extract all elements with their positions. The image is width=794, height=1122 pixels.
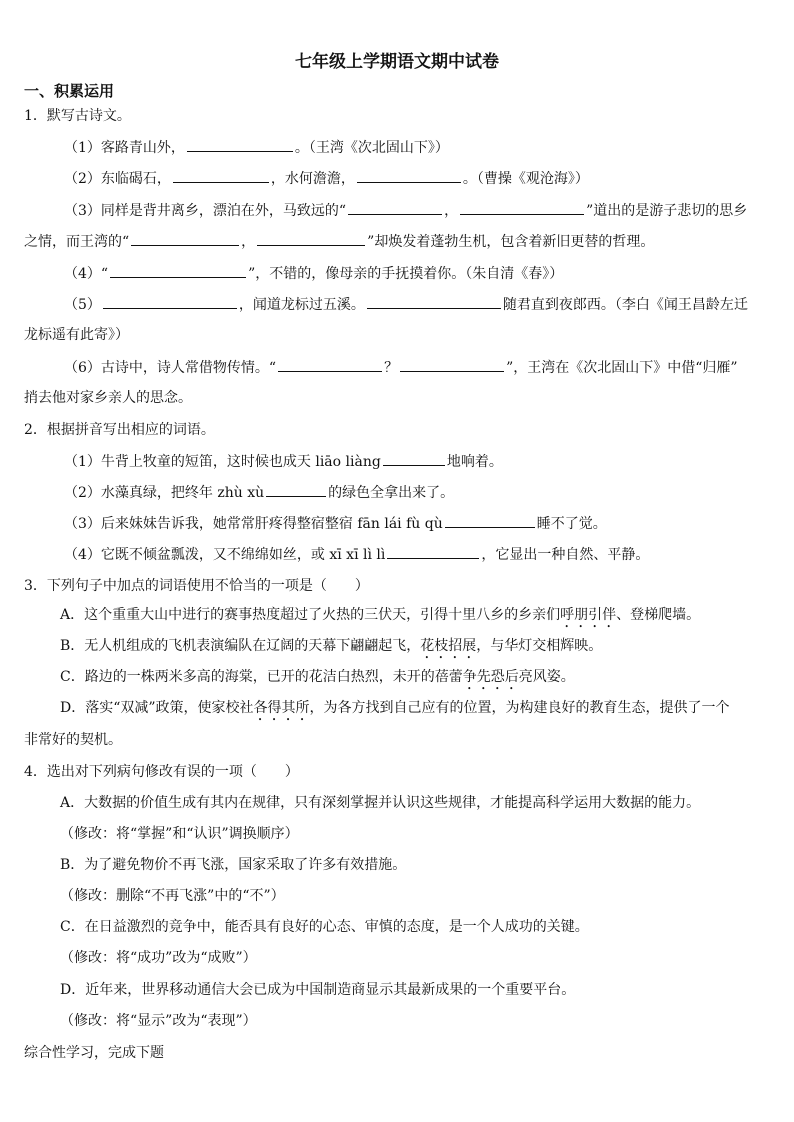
answer-blank[interactable] (357, 168, 461, 183)
q4-option-a[interactable]: A．大数据的价值生成有其内在规律，只有深刻掌握并认识这些规律，才能提高科学运用大数据的能力。 (60, 795, 701, 811)
answer-blank[interactable] (445, 513, 535, 528)
q4-option-b-fix: （修改：删除“不再飞涨”中的“不”） (60, 888, 285, 904)
section-heading: 一、积累运用 (24, 82, 115, 100)
answer-blank[interactable] (460, 200, 584, 215)
q4-option-a-fix: （修改：将“掌握”和“认识”调换顺序） (60, 826, 299, 842)
q1-item-1: （1）客路青山外， 。（王湾《次北固山下》） (64, 137, 449, 158)
q4-option-c-fix: （修改：将“成功”改为“成败”） (60, 950, 257, 966)
q2-item-1: （1）牛背上牧童的短笛，这时候也成天 liāo liàng 地响着。 (64, 451, 503, 472)
answer-blank[interactable] (266, 482, 326, 497)
q1-item-6: （6）古诗中，诗人常借物传情。“ ？ ”，王湾在《次北固山下》中借“归雁” (64, 357, 738, 378)
q1-item-4: （4）“ ”，不错的，像母亲的手抚摸着你。（朱自清《春》） (64, 263, 563, 284)
answer-blank[interactable] (110, 263, 246, 278)
dotted-term: 呼朋引伴 (560, 607, 617, 623)
q1-item-6-cont: 捎去他对家乡亲人的思念。 (24, 390, 192, 406)
answer-blank[interactable] (348, 200, 442, 215)
answer-blank[interactable] (187, 137, 293, 152)
q1-item-3-cont: 之情，而王湾的“ ， ”却焕发着蓬勃生机，包含着新旧更替的哲理。 (24, 231, 654, 252)
q3-option-c[interactable]: C．路边的一株两米多高的海棠，已开的花洁白热烈，未开的蓓蕾争先恐后亮风姿。 (60, 669, 575, 685)
q1-stem: 1．默写古诗文。 (24, 108, 131, 124)
answer-blank[interactable] (387, 544, 479, 559)
q3-option-b[interactable]: B．无人机组成的飞机表演编队在辽阔的天幕下翩翩起飞，花枝招展，与华灯交相辉映。 (60, 638, 603, 654)
q2-item-2: （2）水藻真绿，把终年 zhù xù 的绿色全拿出来了。 (64, 482, 454, 503)
q2-item-3: （3）后来妹妹告诉我，她常常肝疼得整宿整宿 fān lái fù qù 睡不了觉。 (64, 513, 607, 534)
q3-stem: 3．下列句子中加点的词语使用不恰当的一项是（ ） (24, 578, 369, 594)
page-title: 七年级上学期语文期中试卷 (295, 52, 499, 72)
footer-instruction: 综合性学习，完成下题 (24, 1045, 164, 1061)
q2-item-4: （4）它既不倾盆瓢泼，又不绵绵如丝，或 xī xī lì lì ，它显出一种自然、平静。 (64, 544, 649, 565)
q4-option-b[interactable]: B．为了避免物价不再飞涨，国家采取了许多有效措施。 (60, 857, 407, 873)
dotted-term: 花枝招展 (420, 638, 477, 654)
q4-option-d[interactable]: D．近年来，世界移动通信大会已成为中国制造商显示其最新成果的一个重要平台。 (60, 982, 576, 998)
answer-blank[interactable] (367, 294, 501, 309)
q4-stem: 4．选出对下列病句修改有误的一项（ ） (24, 764, 299, 780)
answer-blank[interactable] (278, 357, 382, 372)
q4-option-c[interactable]: C．在日益激烈的竞争中，能否具有良好的心态、审慎的态度，是一个人成功的关键。 (60, 919, 589, 935)
q1-item-3: （3）同样是背井离乡，漂泊在外，马致远的“ ， ”道出的是游子悲切的思乡 (64, 200, 747, 221)
q3-option-d[interactable]: D．落实“双减”政策，使家校社各得其所，为各方找到自己应有的位置，为构建良好的教育生态，提供了一个 (60, 700, 730, 716)
q2-stem: 2．根据拼音写出相应的词语。 (24, 422, 215, 438)
q4-option-d-fix: （修改：将“显示”改为“表现”） (60, 1013, 257, 1029)
dotted-term: 各得其所 (253, 700, 310, 716)
answer-blank[interactable] (400, 357, 504, 372)
q3-option-d-cont: 非常好的契机。 (24, 732, 122, 748)
q1-item-2: （2）东临碣石， ，水何澹澹， 。（曹操《观沧海》） (64, 168, 589, 189)
q1-item-5-cont: 龙标遥有此寄》） (24, 327, 129, 343)
answer-blank[interactable] (173, 168, 269, 183)
answer-blank[interactable] (383, 451, 445, 466)
dotted-term: 争先恐后 (462, 669, 519, 685)
answer-blank[interactable] (131, 231, 239, 246)
answer-blank[interactable] (103, 294, 237, 309)
answer-blank[interactable] (257, 231, 365, 246)
q1-item-5: （5） ，闻道龙标过五溪。 随君直到夜郎西。（李白《闻王昌龄左迁 (64, 294, 748, 315)
q3-option-a[interactable]: A．这个重重大山中进行的赛事热度超过了火热的三伏天，引得十里八乡的乡亲们呼朋引伴、登梯爬墙。 (60, 607, 701, 623)
